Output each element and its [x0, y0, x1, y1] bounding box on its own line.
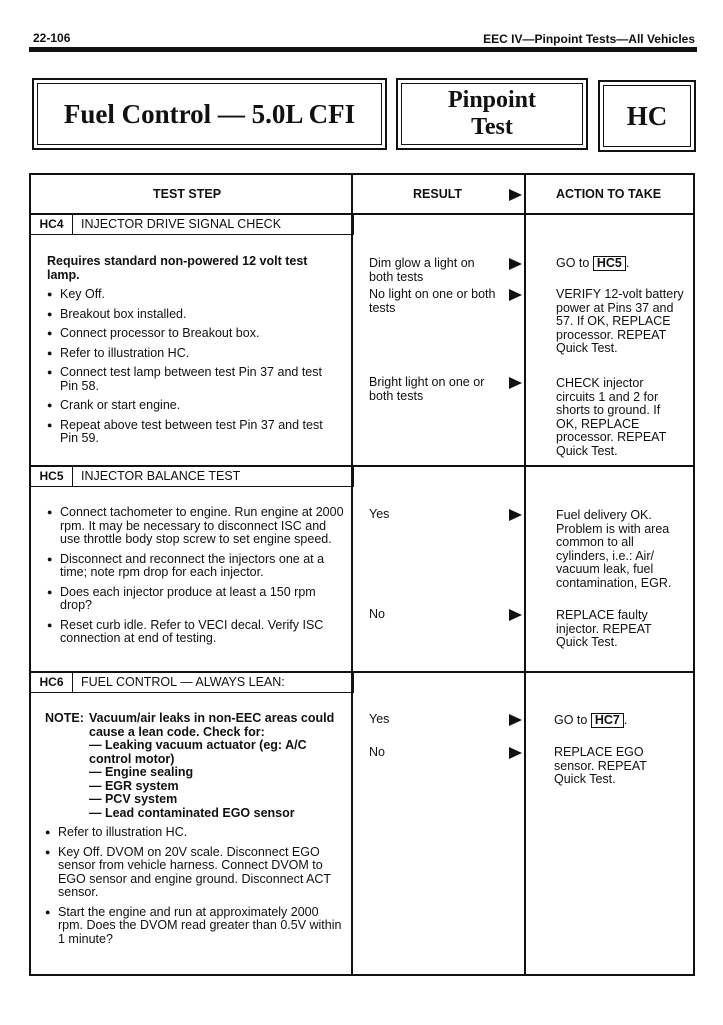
step-id-hc4: HC4: [31, 213, 73, 235]
note-item: — Engine sealing: [89, 765, 194, 779]
list-item: ● Crank or start engine.: [47, 399, 337, 413]
hc4-requirement: Requires standard non-powered 12 volt test lamp.: [47, 254, 308, 282]
running-header: EEC IV—Pinpoint Tests—All Vehicles: [483, 32, 695, 46]
hc4-action-2: VERIFY 12-volt battery power at Pins 37 and 57. If OK, REPLACE processor. REPEAT Quick Test.: [556, 287, 684, 355]
arrow-icon: [509, 747, 522, 759]
hc5-steps: [47, 506, 347, 652]
hc4-steps: [47, 255, 337, 452]
note-item: — EGR system: [89, 778, 179, 793]
note-item: — PCV system: [89, 792, 178, 806]
test-code-box: [598, 80, 696, 152]
step-title-hc4: INJECTOR DRIVE SIGNAL CHECK: [73, 213, 354, 235]
hc4-result-1: Dim glow a light on both tests: [369, 256, 475, 284]
step-id-hc6: HC6: [31, 671, 73, 693]
pinpoint-test-box: [396, 78, 588, 150]
hc6-result-no: No: [369, 745, 385, 759]
column-header-result: RESULT: [413, 187, 463, 201]
hc5-action-1: Fuel delivery OK. Problem is with area common to all cylinders, i.e.: Air/ vacuum leak, fuel contamination, EGR.: [556, 508, 672, 590]
list-item: ● Connect processor to Breakout box.: [47, 327, 337, 341]
list-item: ● Repeat above test between test Pin 37 and test Pin 59.: [47, 419, 337, 446]
arrow-icon: [509, 714, 522, 726]
list-item: ● Reset curb idle. Refer to VECI decal. Verify ISC connection at end of testing.: [47, 619, 347, 646]
pinpoint-table: [29, 173, 695, 976]
step-title-hc5: INJECTOR BALANCE TEST: [73, 465, 354, 487]
note-item: — Leaking vacuum actuator (eg: A/C control motor): [89, 738, 307, 766]
list-item: ● Refer to illustration HC.: [45, 826, 345, 840]
list-item: ● Refer to illustration HC.: [47, 347, 337, 361]
header-rule: [29, 47, 697, 52]
reference-hc5[interactable]: HC5: [593, 256, 626, 271]
list-item: ● Key Off. DVOM on 20V scale. Disconnect EGO sensor from vehicle harness. Connect DVOM to EGO sensor and engine ground. Disconnect ACT sensor.: [45, 846, 345, 900]
note-label: NOTE:: [45, 711, 84, 725]
hc6-action-2: REPLACE EGO sensor. REPEAT Quick Test.: [554, 745, 647, 786]
hc6-steps: [45, 826, 345, 952]
hc6-note: [45, 712, 345, 820]
arrow-icon: [509, 609, 522, 621]
arrow-icon: [509, 289, 522, 301]
column-divider: [351, 175, 353, 974]
step-title-hc6: FUEL CONTROL — ALWAYS LEAN:: [73, 671, 354, 693]
list-item: ● Connect test lamp between test Pin 37 and test Pin 58.: [47, 366, 337, 393]
arrow-icon: [509, 258, 522, 270]
list-item: ● Key Off.: [47, 288, 337, 302]
hc6-action-1: GO to HC7 .: [554, 713, 628, 727]
hc4-result-2: No light on one or both tests: [369, 287, 496, 315]
pinpoint-label: Pinpoint: [447, 87, 537, 113]
note-item: — Lead contaminated EGO sensor: [89, 805, 295, 820]
column-header-test-step: TEST STEP: [153, 187, 222, 201]
list-item: ● Breakout box installed.: [47, 308, 337, 322]
page-number: 22-106: [33, 31, 71, 45]
test-code: HC: [603, 85, 691, 147]
column-header-action: ACTION TO TAKE: [556, 187, 662, 201]
arrow-icon: [509, 189, 522, 201]
main-title-box: [32, 78, 387, 150]
hc4-action-3: CHECK injector circuits 1 and 2 for shorts to ground. If OK, REPLACE processor. REPEAT Quick Test.: [556, 376, 666, 458]
arrow-icon: [509, 509, 522, 521]
list-item: ● Does each injector produce at least a 150 rpm drop?: [47, 586, 347, 613]
step-id-hc5: HC5: [31, 465, 73, 487]
column-divider: [524, 175, 526, 974]
hc5-result-yes: Yes: [369, 507, 390, 521]
reference-hc7[interactable]: HC7: [591, 713, 624, 728]
hc5-action-2: REPLACE faulty injector. REPEAT Quick Test.: [556, 608, 652, 649]
test-label: Test: [471, 114, 513, 140]
list-item: ● Start the engine and run at approximately 2000 rpm. Does the DVOM read greater than 0.5V within 1 minute?: [45, 906, 345, 947]
hc4-action-1: GO to HC5 .: [556, 256, 630, 270]
list-item: ● Connect tachometer to engine. Run engine at 2000 rpm. It may be necessary to disconnect ISC and use throttle body stop screw to set engine speed.: [47, 506, 347, 547]
hc5-result-no: No: [369, 607, 385, 621]
arrow-icon: [509, 377, 522, 389]
hc4-result-3: Bright light on one or both tests: [369, 375, 485, 403]
main-title: Fuel Control — 5.0L CFI: [37, 83, 382, 145]
list-item: ● Disconnect and reconnect the injectors one at a time; note rpm drop for each injector.: [47, 553, 347, 580]
note-text: Vacuum/air leaks in non-EEC areas could cause a lean code. Check for:: [89, 711, 335, 739]
hc6-result-yes: Yes: [369, 712, 390, 726]
